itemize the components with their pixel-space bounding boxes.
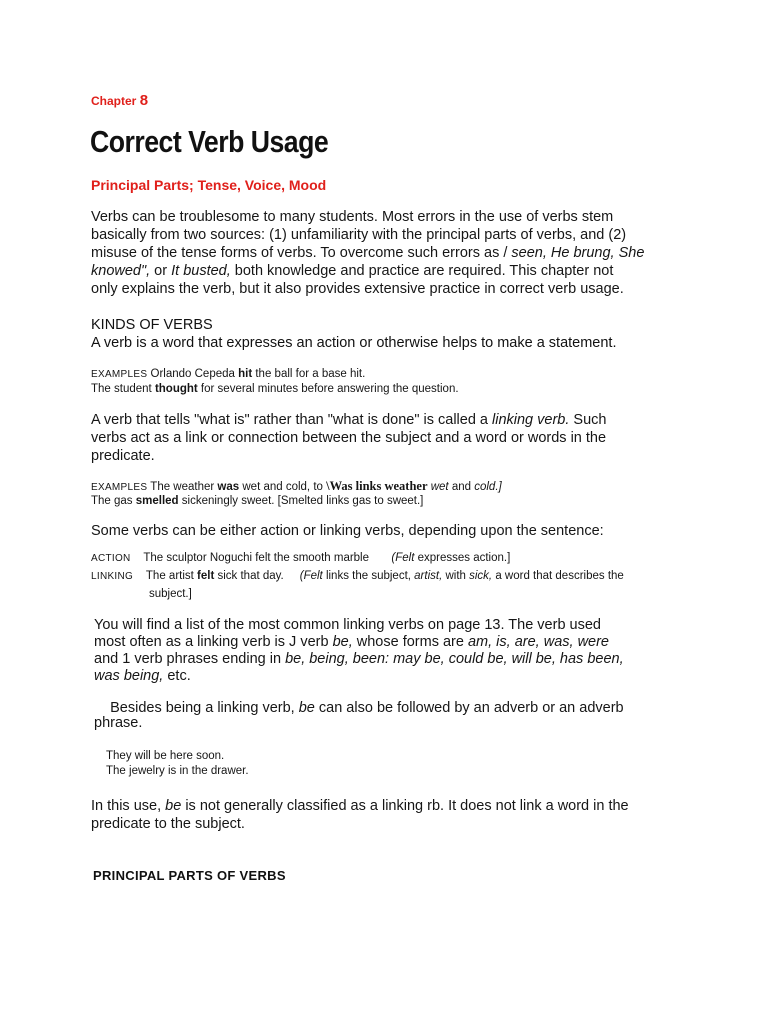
find-line: [94, 634, 694, 651]
chapter-label: [91, 92, 148, 109]
section-heading: PRINCIPAL PARTS OF VERBS: [93, 868, 286, 883]
linking-line: [91, 411, 691, 429]
linking-text: A verb that tells "what is" rather than "what is done" is called a: [91, 412, 493, 428]
example-note: \Was links weather: [326, 479, 428, 493]
intro-italic: It busted,: [171, 263, 231, 279]
examples-tag: EXAMPLES: [91, 482, 148, 493]
intro-text: both knowledge and practice are required. This chapter not: [230, 263, 614, 279]
find-line: [94, 668, 694, 685]
find-italic: be, being, been: may be, could be, will be, has been,: [285, 651, 624, 667]
linking-text: Such: [569, 412, 607, 428]
example-italic: artist,: [414, 570, 443, 582]
use-text: In this use,: [91, 798, 166, 814]
find-italic: be,: [332, 634, 353, 650]
use-line: [91, 797, 691, 815]
linking-example-continued: subject.]: [149, 588, 192, 600]
find-italic: am, is, are, was, were: [467, 634, 609, 650]
example-line: [91, 381, 459, 397]
chapter-word: Chapter: [91, 94, 137, 108]
example-text: The artist: [145, 570, 198, 582]
besides-paragraph: [94, 701, 694, 731]
kinds-section: [91, 316, 617, 352]
example-text: wet and cold, to: [239, 481, 327, 493]
example-line: [91, 493, 423, 509]
intro-text: or: [150, 263, 172, 279]
use-line: predicate to the subject.: [91, 816, 245, 832]
linking-italic: linking verb.: [492, 412, 570, 428]
example-text: Orlando Cepeda: [147, 368, 239, 380]
linking-example: [91, 568, 624, 585]
linking-line: predicate.: [91, 448, 155, 464]
find-line: [94, 651, 694, 668]
example-text: sick that day.: [214, 570, 284, 582]
use-text: is not generally classified as a linking rb. It does not link a word in the: [181, 798, 629, 814]
adverb-example: The jewelry is in the drawer.: [106, 765, 249, 777]
example-text: and: [448, 481, 475, 493]
adverb-example: They will be here soon.: [106, 750, 225, 762]
example-italic: cold.]: [474, 481, 502, 493]
find-line: You will find a list of the most common linking verbs on page 13. The verb used: [94, 617, 601, 633]
example-text: The sculptor Noguchi felt the smooth marble: [143, 552, 370, 564]
example-text: expresses action.]: [414, 552, 511, 564]
example-verb: hit: [238, 368, 253, 380]
example-text: The student: [91, 383, 155, 395]
besides-italic: be: [298, 700, 315, 716]
kinds-definition: A verb is a word that expresses an action or otherwise helps to make a statement.: [91, 335, 617, 351]
examples-tag: EXAMPLES: [91, 369, 148, 380]
example-text: a word that describes the: [492, 570, 624, 582]
besides-line: [94, 701, 694, 716]
some-verbs-paragraph: Some verbs can be either action or linking verbs, depending upon the sentence:: [91, 523, 604, 539]
chapter-number: 8: [139, 92, 149, 109]
example-italic: (Felt: [299, 570, 323, 582]
use-italic: be: [165, 798, 182, 814]
page-subtitle: Principal Parts; Tense, Voice, Mood: [91, 177, 327, 193]
besides-line: phrase.: [94, 715, 143, 731]
intro-line: [91, 244, 691, 262]
intro-paragraph: [91, 208, 691, 298]
intro-line: basically from two sources: (1) unfamiliarity with the principal parts of verbs, and (2): [91, 227, 627, 243]
linking-paragraph: [91, 411, 691, 465]
example-text: for several minutes before answering the question.: [197, 383, 459, 395]
example-italic: wet: [430, 481, 449, 493]
intro-italic: knowed",: [91, 263, 151, 279]
page-title: Correct Verb Usage: [90, 124, 329, 159]
find-text: etc.: [163, 668, 191, 684]
example-verb: smelled: [135, 495, 179, 507]
besides-text: can also be followed by an adverb or an adverb: [314, 700, 624, 716]
example-verb: thought: [154, 383, 198, 395]
linking-line: verbs act as a link or connection between the subject and a word or words in the: [91, 430, 607, 446]
intro-line: [91, 262, 691, 280]
find-paragraph: [94, 617, 694, 685]
example-text: with: [442, 570, 470, 582]
example-text: sickeningly sweet. [Smelted links gas to sweet.]: [178, 495, 424, 507]
example-italic: (Felt: [391, 552, 415, 564]
intro-line: only explains the verb, but it also provides extensive practice in correct verb usage.: [91, 281, 624, 297]
linking-tag: LINKING: [91, 571, 134, 582]
besides-text: Besides being a linking verb,: [94, 700, 299, 716]
example-text: links the subject,: [322, 570, 415, 582]
example-italic: sick,: [469, 570, 493, 582]
kinds-heading: KINDS OF VERBS: [91, 317, 213, 333]
intro-italic: seen, He brung, She: [511, 245, 645, 261]
intro-line: Verbs can be troublesome to many students. Most errors in the use of verbs stem: [91, 209, 614, 225]
example-verb: felt: [197, 570, 215, 582]
find-text: most often as a linking verb is J verb: [94, 634, 333, 650]
example-text: The gas: [91, 495, 136, 507]
find-italic: was being,: [94, 668, 164, 684]
example-text: The weather: [147, 481, 218, 493]
use-paragraph: [91, 797, 691, 833]
action-tag: ACTION: [91, 553, 131, 564]
find-text: and 1 verb phrases ending in: [94, 651, 286, 667]
action-example: [91, 550, 510, 567]
example-verb: was: [217, 481, 240, 493]
intro-text: misuse of the tense forms of verbs. To overcome such errors as /: [91, 245, 512, 261]
find-text: whose forms are: [352, 634, 468, 650]
example-text: the ball for a base hit.: [252, 368, 366, 380]
